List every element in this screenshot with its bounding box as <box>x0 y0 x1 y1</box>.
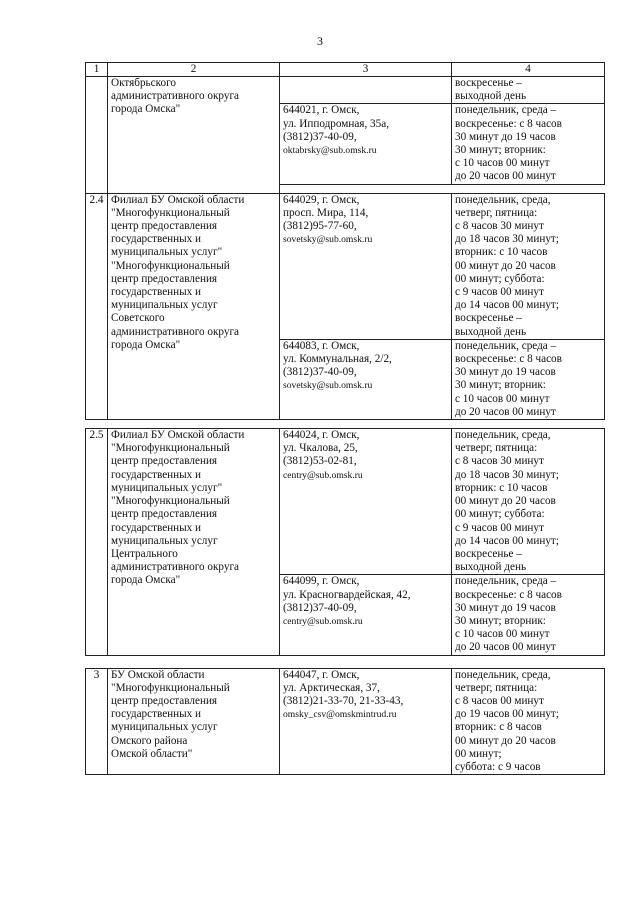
organization-name: Филиал БУ Омской области "Многофункциональный центр предоставления государственных и муниципальных услуг" "Многофункциональный центр предоставления государственных и муниципальных услуг Советского административного округа города Омска" <box>108 193 280 419</box>
header-col-3: 3 <box>280 63 452 77</box>
address-cell-empty <box>280 77 452 104</box>
address-cell: 644099, г. Омск, ул. Красногвардейская, 42, (3812)37-40-09, centry@sub.omsk.ru <box>280 575 452 655</box>
address-cell: 644083, г. Омск, ул. Коммунальная, 2/2, (3812)37-40-09, sovetsky@sub.omsk.ru <box>280 339 452 419</box>
address-cell: 644047, г. Омск, ул. Арктическая, 37, (3812)21-33-70, 21-33-43, omsky_csv@omskmintrud.ru <box>280 668 452 775</box>
page-number: 3 <box>317 34 323 48</box>
table-row <box>86 668 605 775</box>
address-cell: 644024, г. Омск, ул. Чкалова, 25, (3812)53-02-81, centry@sub.omsk.ru <box>280 429 452 575</box>
table-row <box>86 193 605 339</box>
table-row <box>86 429 605 575</box>
row-gap <box>86 420 605 429</box>
header-col-2: 2 <box>108 63 280 77</box>
row-number: 3 <box>86 668 108 775</box>
row-gap <box>86 655 605 668</box>
schedule-cell: понедельник, среда, четверг, пятница: с 8 часов 30 минут до 18 часов 30 минут; вторник: с 10 часов 00 минут до 20 часов 00 минут; суббота: с 9 часов 00 минут до 14 часов 00 минут; воскресенье – выходной день <box>452 193 605 339</box>
organization-name: Октябрьского административного округа города Омска" <box>108 77 280 194</box>
schedule-cell: понедельник, среда – воскресенье: с 8 часов 30 минут до 19 часов 30 минут; вторник: с 10 часов 00 минут до 20 часов 00 минут <box>452 104 605 184</box>
header-col-1: 1 <box>86 63 108 77</box>
table-header-row <box>86 63 605 77</box>
row-number: 2.5 <box>86 429 108 655</box>
table-row <box>86 77 605 104</box>
schedule-cell: понедельник, среда – воскресенье: с 8 часов 30 минут до 19 часов 30 минут; вторник: с 10 часов 00 минут до 20 часов 00 минут <box>452 575 605 655</box>
schedule-cell: понедельник, среда, четверг, пятница: с 8 часов 30 минут до 18 часов 30 минут; вторник: с 10 часов 00 минут до 20 часов 00 минут; суббота: с 9 часов 00 минут до 14 часов 00 минут; воскресенье – выходной день <box>452 429 605 575</box>
organization-name: Филиал БУ Омской области "Многофункциональный центр предоставления государственных и муниципальных услуг" "Многофункциональный центр предоставления государственных и муниципальных услуг Центрального административного округа города Омска" <box>108 429 280 655</box>
schedule-cell: понедельник, среда, четверг, пятница: с 8 часов 00 минут до 19 часов 00 минут; вторник: с 8 часов 00 минут до 20 часов 00 минут; суббота: с 9 часов <box>452 668 605 775</box>
schedule-cell: воскресенье – выходной день <box>452 77 605 104</box>
address-cell: 644029, г. Омск, просп. Мира, 114, (3812)95-77-60, sovetsky@sub.omsk.ru <box>280 193 452 339</box>
organization-name: БУ Омской области "Многофункциональный центр предоставления государственных и муниципальных услуг Омского района Омской области" <box>108 668 280 775</box>
header-col-4: 4 <box>452 63 605 77</box>
row-number: 2.4 <box>86 193 108 419</box>
branches-table <box>85 62 605 775</box>
row-number <box>86 77 108 194</box>
schedule-cell: понедельник, среда – воскресенье: с 8 часов 30 минут до 19 часов 30 минут; вторник: с 10 часов 00 минут до 20 часов 00 минут <box>452 339 605 419</box>
address-cell: 644021, г. Омск, ул. Ипподромная, 35а, (3812)37-40-09, oktabrsky@sub.omsk.ru <box>280 104 452 184</box>
